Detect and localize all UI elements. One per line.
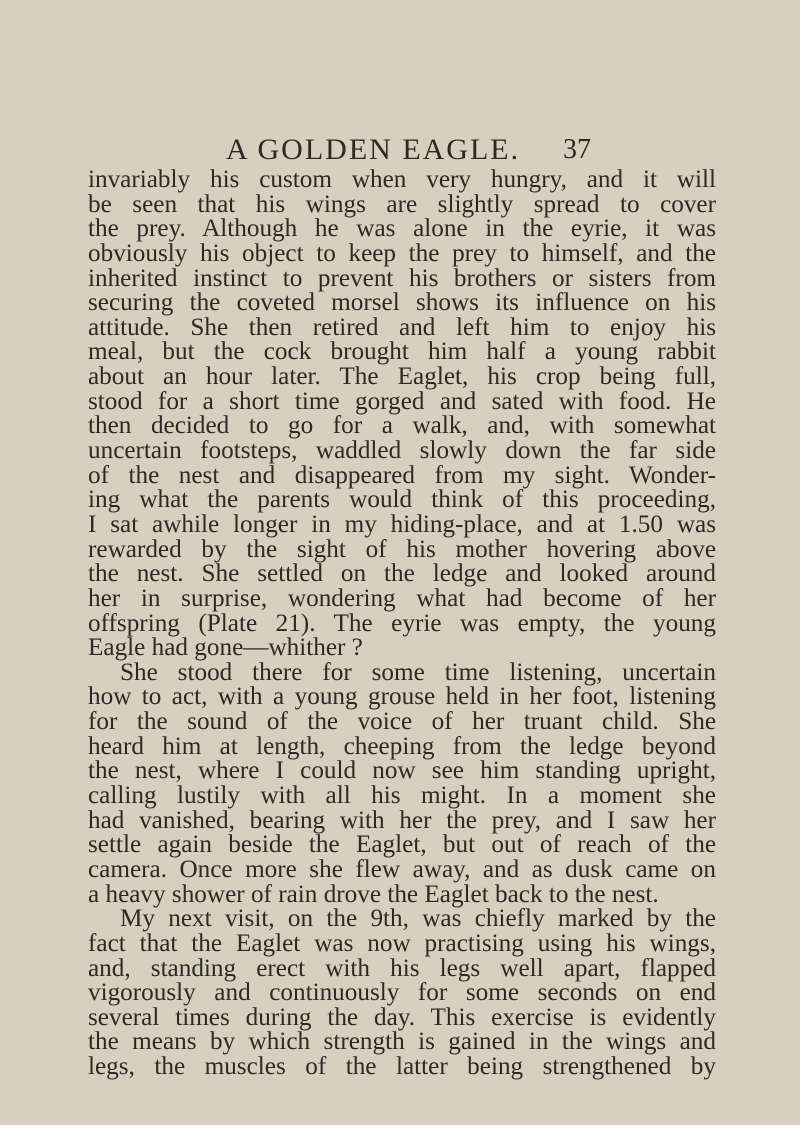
text-line: stood for a short time gorged and sated with food. He — [88, 387, 716, 415]
text-line: her in surprise, wondering what had become of her — [88, 584, 716, 612]
text-line: securing the coveted morsel shows its influence on his — [88, 289, 716, 317]
text-line: offspring (Plate 21). The eyrie was empty, the young — [88, 609, 716, 637]
text-line: heard him at length, cheeping from the ledge beyond — [88, 732, 716, 760]
text-line: invariably his custom when very hungry, and it will — [88, 166, 716, 193]
text-line: rewarded by the sight of his mother hovering above — [88, 535, 716, 563]
text-line: and, standing erect with his legs well apart, flapped — [88, 954, 716, 982]
text-line: I sat awhile longer in my hiding-place, and at 1.50 was — [88, 510, 716, 538]
text-line: fact that the Eaglet was now practising using his wings, — [88, 929, 716, 957]
text-line: vigorously and continuously for some seconds on end — [88, 979, 716, 1007]
text-line: be seen that his wings are slightly spread to cover — [88, 190, 716, 218]
text-line: ing what the parents would think of this proceeding, — [88, 486, 716, 514]
text-line: inherited instinct to prevent his brothers or sisters from — [88, 264, 716, 292]
text-line: the nest. She settled on the ledge and looked around — [88, 560, 716, 588]
text-line: attitude. She then retired and left him to enjoy his — [88, 313, 716, 341]
text-line: of the nest and disappeared from my sight. Wonder- — [88, 461, 716, 489]
text-line: the means by which strength is gained in the wings and — [88, 1028, 716, 1056]
running-title: A GOLDEN EAGLE. — [226, 133, 521, 166]
text-line: had vanished, bearing with her the prey, and I saw her — [88, 806, 716, 834]
text-line: the nest, where I could now see him standing upright, — [88, 757, 716, 785]
text-line: about an hour later. The Eaglet, his crop being full, — [88, 363, 716, 391]
text-line: settle again beside the Eaglet, but out of reach of the — [88, 831, 716, 859]
text-line: a heavy shower of rain drove the Eaglet back to the nest. — [88, 880, 659, 908]
text-line: obviously his object to keep the prey to himself, and the — [88, 239, 716, 267]
text-line: meal, but the cock brought him half a young rabbit — [88, 338, 716, 366]
text-line: Eagle had gone—whither ? — [88, 634, 363, 662]
text-line: for the sound of the voice of her truant child. She — [88, 708, 716, 736]
text-line: camera. Once more she flew away, and as dusk came on — [88, 855, 716, 883]
text-line: legs, the muscles of the latter being strengthened by — [88, 1053, 716, 1081]
text-line: how to act, with a young grouse held in her foot, listening — [88, 683, 716, 711]
text-line: the prey. Although he was alone in the eyrie, it was — [88, 215, 716, 243]
text-line: calling lustily with all his might. In a moment she — [88, 782, 716, 810]
text-line: She stood there for some time listening, uncertain — [120, 658, 716, 686]
body-text — [88, 168, 716, 1080]
text-line: several times during the day. This exercise is evidently — [88, 1003, 716, 1031]
text-line: uncertain footsteps, waddled slowly down the far side — [88, 437, 716, 465]
page-number: 37 — [563, 134, 591, 165]
text-line: then decided to go for a walk, and, with somewhat — [88, 412, 716, 440]
running-head — [0, 130, 800, 170]
text-line: My next visit, on the 9th, was chiefly marked by the — [120, 905, 716, 933]
